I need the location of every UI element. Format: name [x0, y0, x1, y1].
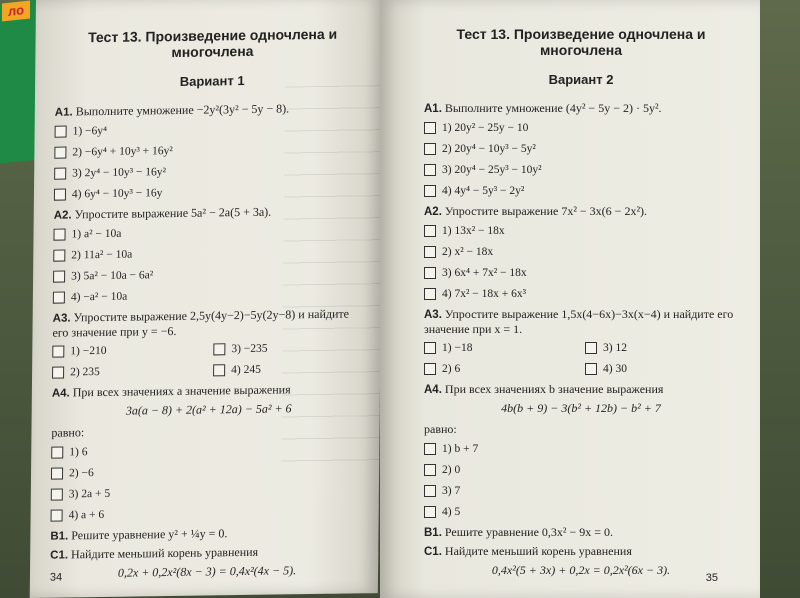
- right-a1-opt4[interactable]: 4) 4y⁴ − 5y³ − 2y²: [424, 183, 738, 199]
- checkbox[interactable]: [424, 342, 436, 354]
- right-a3-opt4[interactable]: 4) 30: [585, 361, 738, 377]
- checkbox[interactable]: [424, 506, 436, 518]
- left-a1: А1. Выполните умножение −2y²(3y² − 5y − 8).: [54, 101, 290, 119]
- right-a1-opt1[interactable]: 1) 20y² − 25y − 10: [424, 120, 738, 136]
- checkbox[interactable]: [53, 271, 65, 283]
- checkbox[interactable]: [424, 225, 436, 237]
- checkbox[interactable]: [53, 292, 65, 304]
- checkbox[interactable]: [52, 346, 64, 358]
- checkbox[interactable]: [52, 367, 64, 379]
- checkbox[interactable]: [51, 468, 63, 480]
- checkbox[interactable]: [424, 443, 436, 455]
- right-a4-opt2[interactable]: 2) 0: [424, 462, 738, 478]
- left-a2-opt3[interactable]: 3) 5a² − 10a − 6a²: [53, 264, 367, 284]
- left-a1-opt1[interactable]: 1) −6y⁴: [55, 119, 369, 139]
- left-b1: В1. Решите уравнение y² + ¼y = 0.: [50, 526, 228, 543]
- right-page: [380, 0, 760, 598]
- checkbox[interactable]: [53, 250, 65, 262]
- left-a2: А2. Упростите выражение 5a² − 2a(5 + 3a).: [53, 204, 272, 222]
- book-label-icon: ло: [2, 1, 30, 22]
- checkbox[interactable]: [213, 343, 225, 355]
- checkbox[interactable]: [54, 168, 66, 180]
- right-a4-opt3[interactable]: 3) 7: [424, 483, 738, 499]
- left-a4-opt2[interactable]: 2) −6: [51, 461, 365, 481]
- left-a1-opt3[interactable]: 3) 2y⁴ − 10y³ − 16y²: [54, 161, 368, 181]
- left-a4-equals: равно:: [51, 425, 85, 440]
- checkbox[interactable]: [424, 464, 436, 476]
- right-a1: А1. Выполните умножение (4y² − 5y − 2) · 5y².: [424, 101, 662, 115]
- right-c1: С1. Найдите меньший корень уравнения: [424, 544, 632, 558]
- left-a4: А4. При всех значениях a значение выражения: [51, 382, 291, 400]
- checkbox[interactable]: [424, 122, 436, 134]
- left-title: Тест 13. Произведение одночлена и многочлена: [88, 25, 338, 61]
- right-a2-opt2[interactable]: 2) x² − 18x: [424, 244, 738, 260]
- left-a3-opt4[interactable]: 4) 245: [213, 360, 366, 378]
- right-a1-opt2[interactable]: 2) 20y⁴ − 10y³ − 5y²: [424, 141, 738, 157]
- checkbox[interactable]: [424, 363, 436, 375]
- right-a4-opt1[interactable]: 1) b + 7: [424, 441, 738, 457]
- checkbox[interactable]: [585, 342, 597, 354]
- checkbox[interactable]: [424, 485, 436, 497]
- checkbox[interactable]: [53, 229, 65, 241]
- checkbox[interactable]: [51, 510, 63, 522]
- left-a3-opt2[interactable]: 2) 235: [52, 363, 205, 381]
- left-a3-opt1[interactable]: 1) −210: [52, 342, 205, 360]
- right-c1-expression: 0,4x²(5 + 3x) + 0,2x = 0,2x²(6x − 3).: [491, 563, 671, 577]
- left-a4-opt4[interactable]: 4) a + 6: [51, 503, 365, 523]
- checkbox[interactable]: [51, 489, 63, 501]
- left-a4-opt1[interactable]: 1) 6: [51, 440, 365, 460]
- right-a2-opt4[interactable]: 4) 7x² − 18x + 6x³: [424, 286, 738, 302]
- right-a3-opt2[interactable]: 2) 6: [424, 361, 577, 377]
- left-a3: А3. Упростите выражение 2,5y(4y−2)−5y(2y−8) и найдите его значение при y = −6.: [52, 306, 350, 340]
- checkbox[interactable]: [424, 143, 436, 155]
- right-a4: А4. При всех значениях b значение выражения: [424, 382, 664, 396]
- left-page-number: 34: [49, 571, 63, 584]
- right-a4-expression: 4b(b + 9) − 3(b² + 12b) − b² + 7: [501, 401, 661, 415]
- right-title: Тест 13. Произведение одночлена и многочлена: [456, 26, 706, 58]
- right-a2-opt3[interactable]: 3) 6x⁴ + 7x² − 18x: [424, 265, 738, 281]
- checkbox[interactable]: [424, 288, 436, 300]
- left-c1-expression: 0,2x + 0,2x²(8x − 3) = 0,4x²(4x − 5).: [117, 563, 297, 580]
- left-a1-opt4[interactable]: 4) 6y⁴ − 10y³ − 16y: [54, 182, 368, 202]
- right-a2-opt1[interactable]: 1) 13x² − 18x: [424, 223, 738, 239]
- checkbox[interactable]: [213, 364, 225, 376]
- left-a2-opt1[interactable]: 1) a² − 10a: [53, 222, 367, 242]
- left-a1-opt2[interactable]: 2) −6y⁴ + 10y³ + 16y²: [54, 140, 368, 160]
- right-a3: А3. Упростите выражение 1,5x(4−6x)−3x(x−4) и найдите его значение при x = 1.: [424, 307, 734, 336]
- right-a3-opt3[interactable]: 3) 12: [585, 340, 738, 356]
- left-a2-opt2[interactable]: 2) 11a² − 10a: [53, 243, 367, 263]
- right-a4-opt4[interactable]: 4) 5: [424, 504, 738, 520]
- checkbox[interactable]: [54, 147, 66, 159]
- left-a4-opt3[interactable]: 3) 2a + 5: [51, 482, 365, 502]
- checkbox[interactable]: [424, 164, 436, 176]
- checkbox[interactable]: [585, 363, 597, 375]
- right-a2: А2. Упростите выражение 7x² − 3x(6 − 2x²).: [424, 204, 648, 218]
- right-variant: Вариант 2: [548, 72, 614, 87]
- checkbox[interactable]: [55, 126, 67, 138]
- left-a2-opt4[interactable]: 4) −a² − 10a: [53, 285, 367, 305]
- right-a1-opt3[interactable]: 3) 20y⁴ − 25y³ − 10y²: [424, 162, 738, 178]
- checkbox[interactable]: [54, 189, 66, 201]
- checkbox[interactable]: [424, 185, 436, 197]
- right-b1: В1. Решите уравнение 0,3x² − 9x = 0.: [424, 525, 614, 539]
- right-a3-opt1[interactable]: 1) −18: [424, 340, 577, 356]
- right-a4-equals: равно:: [424, 422, 457, 436]
- right-page-number: 35: [705, 572, 718, 584]
- left-page: [30, 0, 384, 598]
- left-c1: С1. Найдите меньший корень уравнения: [50, 544, 259, 562]
- checkbox[interactable]: [51, 447, 63, 459]
- left-variant: Вариант 1: [179, 73, 245, 89]
- left-a4-expression: 3a(a − 8) + 2(a² + 12a) − 5a² + 6: [125, 401, 292, 418]
- checkbox[interactable]: [424, 246, 436, 258]
- checkbox[interactable]: [424, 267, 436, 279]
- left-a3-opt3[interactable]: 3) −235: [213, 339, 366, 357]
